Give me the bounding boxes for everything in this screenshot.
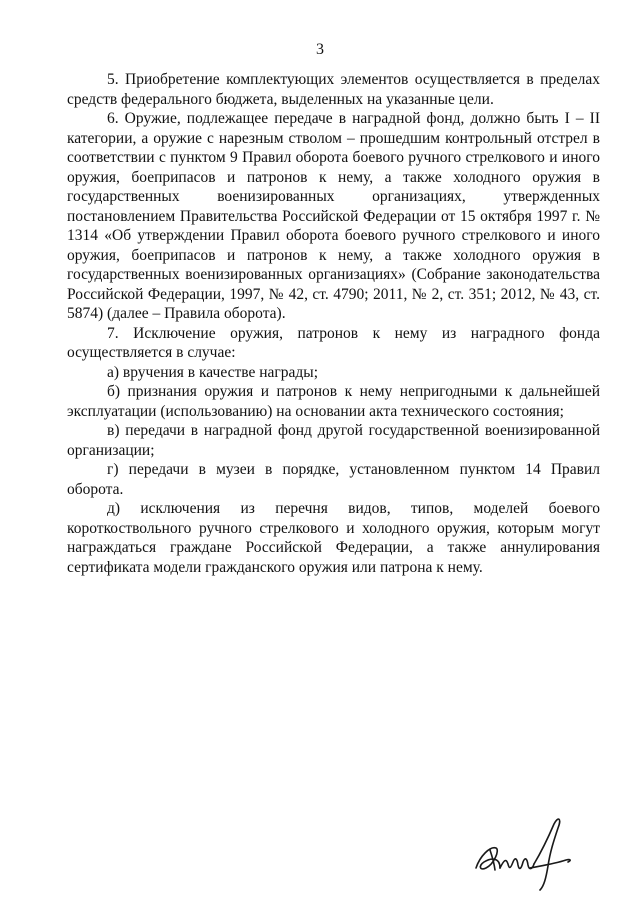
clause-a: а) вручения в качестве награды;	[107, 363, 319, 381]
clause-g: г) передачи в музеи в порядке, установленном пунктом 14 Правил оборота.	[67, 461, 600, 498]
document-body	[67, 70, 600, 577]
handwritten-signature	[470, 812, 580, 892]
paragraph-7: 7. Исключение оружия, патронов к нему из наградного фонда осуществляется в случае:	[67, 324, 600, 361]
clause-b: б) признания оружия и патронов к нему непригодными к дальнейшей эксплуатации (использованию) на основании акта технического состояния;	[67, 383, 600, 420]
page-number: 3	[316, 41, 324, 58]
clause-v: в) передачи в наградной фонд другой государственной военизированной организации;	[67, 422, 600, 459]
paragraph-5: 5. Приобретение комплектующих элементов осуществляется в пределах средств федерального бюджета, выделенных на указанные цели.	[67, 71, 600, 108]
signature-strokes	[476, 819, 570, 890]
clause-d: д) исключения из перечня видов, типов, моделей боевого короткоствольного ручного стрелкового и холодного оружия, которым могут награждаться граждане Российской Федерации, а также аннулирования сертификата модели гражданского оружия или патрона к нему.	[67, 500, 600, 576]
paragraph-6: 6. Оружие, подлежащее передаче в наградной фонд, должно быть I – II категории, а оружие с нарезным стволом – прошедшим контрольный отстрел в соответствии с пунктом 9 Правил оборота боевого ручного стрелкового и иного оружия, боеприпасов и патронов к нему, а также холодного оружия в государственных военизированных организациях, утвержденных постановлением Правительства Российской Федерации от 15 октября 1997 г. № 1314 «Об утверждении Правил оборота боевого ручного стрелкового и иного оружия, боеприпасов и патронов к нему, а также холодного оружия в государственных военизированных организациях» (Собрание законодательства Российской Федерации, 1997, № 42, ст. 4790; 2011, № 2, ст. 351; 2012, № 43, ст. 5874) (далее – Правила оборота).	[67, 110, 600, 322]
